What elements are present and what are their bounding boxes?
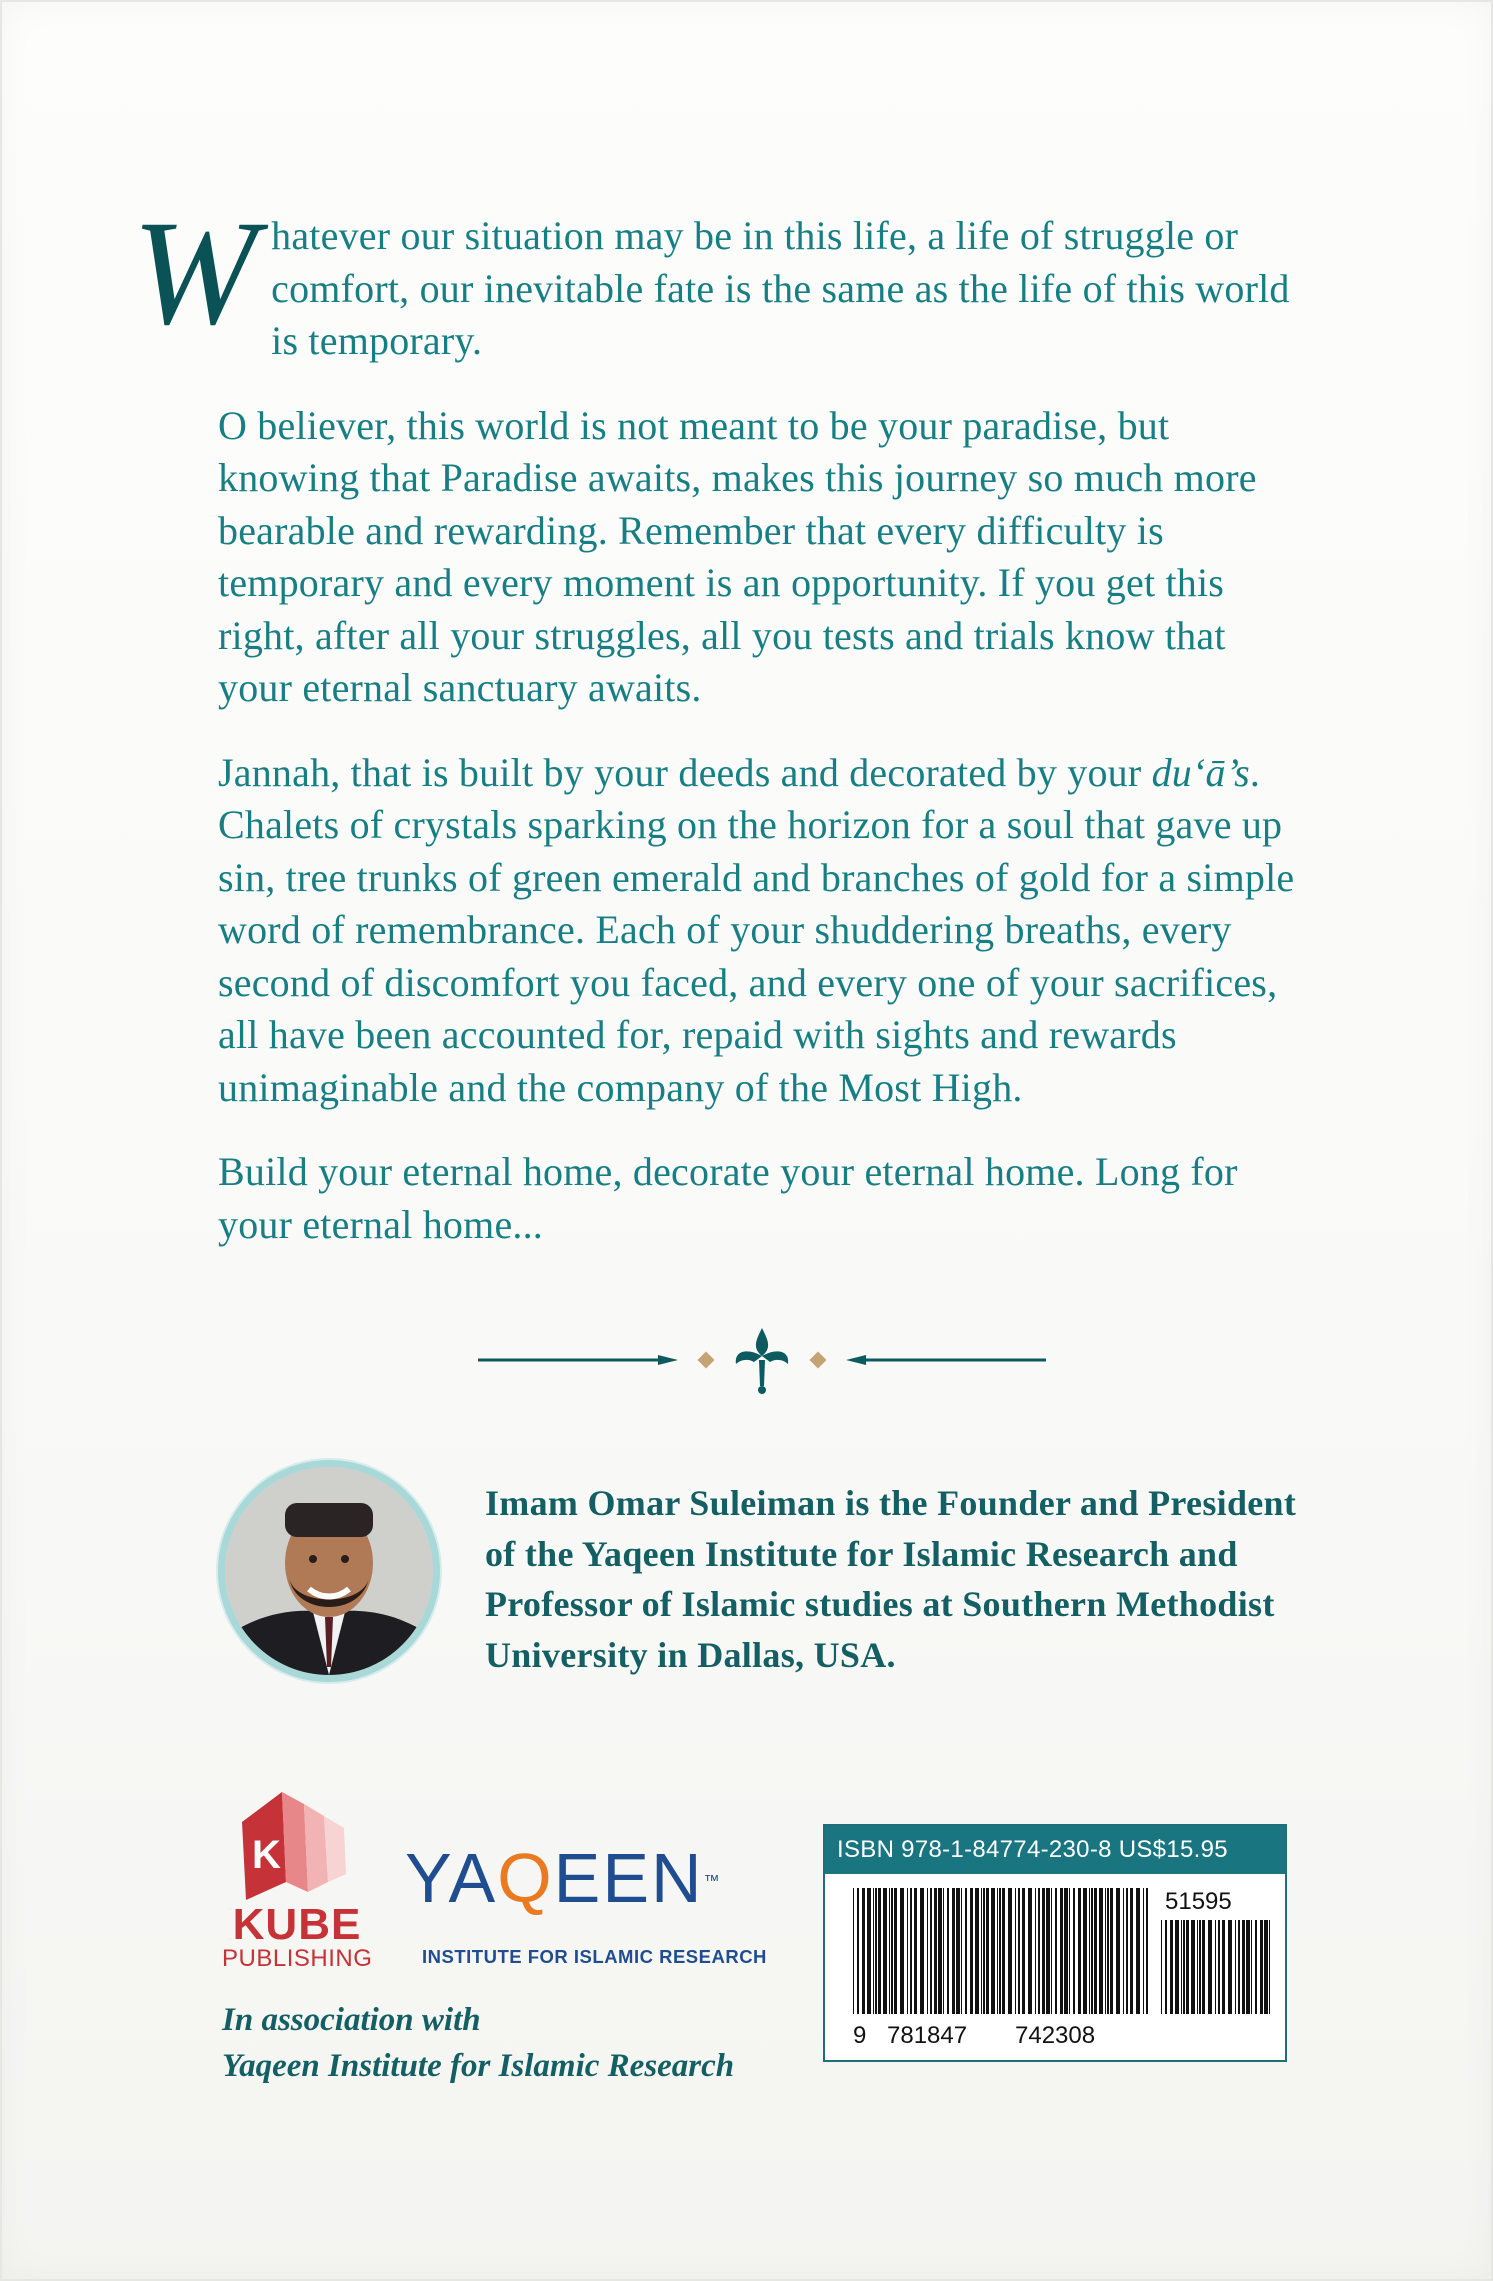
barcode-bar (1251, 1920, 1252, 2014)
yaqeen-logo-q: Q (497, 1839, 554, 1917)
barcode-bar (1175, 1920, 1179, 2014)
barcode-bar (965, 1888, 967, 2014)
barcode-bar (947, 1888, 949, 2014)
barcode-bar (875, 1888, 877, 2014)
barcode-bar (1099, 1888, 1103, 2014)
barcode-bar (1064, 1888, 1068, 2014)
barcode-bar (1073, 1888, 1075, 2014)
barcode-bar (920, 1888, 924, 2014)
barcode-bar (961, 1888, 962, 2014)
author-bio: Imam Omar Suleiman is the Founder and President of the Yaqeen Institute for Islamic Research and Professor of Islamic studies at Southern Methodist University in Dallas, USA. (485, 1483, 1297, 1675)
barcode-bar (1038, 1888, 1040, 2014)
barcode-bar (1197, 1920, 1198, 2014)
barcode-bar (1228, 1920, 1232, 2014)
barcode-bar (873, 1888, 874, 2014)
barcode-bar (1146, 1888, 1148, 2014)
isbn-price-header: ISBN 978-1-84774-230-8 US$15.95 (825, 1826, 1285, 1874)
barcode-bar (878, 1888, 881, 2014)
barcode-bar (1046, 1888, 1050, 2014)
barcode-bar (1116, 1888, 1120, 2014)
barcode-bar (952, 1888, 955, 2014)
barcode-bar (1260, 1920, 1263, 2014)
barcode-bar (975, 1888, 979, 2014)
barcode-bar (927, 1888, 928, 2014)
barcode-bar (1069, 1888, 1070, 2014)
barcode-bar (1002, 1888, 1005, 2014)
barcode-bar (1165, 1920, 1167, 2014)
barcode-bar (1199, 1920, 1201, 2014)
ean-barcode-bars (853, 1888, 1148, 2014)
barcode-bar (1170, 1920, 1173, 2014)
barcode-bar (1208, 1920, 1212, 2014)
drop-cap: W (132, 190, 258, 356)
barcode-bar (1222, 1920, 1225, 2014)
author-photo (218, 1460, 440, 1682)
barcode-bar (1136, 1888, 1140, 2014)
barcode-bar (1235, 1920, 1236, 2014)
barcode-bar (1202, 1920, 1205, 2014)
kube-logo-icon (222, 1782, 372, 1902)
barcode-bar (1269, 1920, 1270, 2014)
barcode-bar (1191, 1920, 1195, 2014)
barcode-bar (999, 1888, 1001, 2014)
barcode-bar (1238, 1920, 1240, 2014)
barcode-bar (910, 1888, 912, 2014)
barcode-bar (853, 1888, 854, 2014)
barcode-bar (857, 1888, 859, 2014)
barcode-bar (983, 1888, 985, 2014)
barcode-bar (894, 1888, 897, 2014)
barcode-bar (1083, 1888, 1087, 2014)
fleuron-divider (478, 1320, 1046, 1400)
paragraph-text: hatever our situation may be in this life, a life of struggle or comfort, our inevitable fate is the same as the life of this world is temporary. (271, 213, 1290, 363)
barcode-bar (907, 1888, 908, 2014)
yaqeen-logo (405, 1838, 775, 1918)
barcode-bar (1105, 1888, 1106, 2014)
barcode-bar (1022, 1888, 1025, 2014)
barcode-bar (1143, 1888, 1144, 2014)
isbn-barcode-box (823, 1824, 1287, 2062)
barcode-bar (1055, 1888, 1057, 2014)
barcode-bar (862, 1888, 865, 2014)
barcode-bar (1242, 1920, 1245, 2014)
kube-logo-subtitle: PUBLISHING (222, 1945, 373, 1972)
barcode-bar (867, 1888, 871, 2014)
barcode-bar (1181, 1920, 1182, 2014)
barcode-bar (1126, 1888, 1128, 2014)
italic-term: du‘ā’s (1151, 749, 1250, 795)
barcode-bar (1215, 1920, 1216, 2014)
association-line-2: Yaqeen Institute for Islamic Research (222, 2048, 735, 2084)
barcode-bar (889, 1888, 890, 2014)
barcode-bar (1123, 1888, 1124, 2014)
blurb-paragraph-3 (218, 747, 1308, 1115)
barcode-bar (1042, 1888, 1045, 2014)
barcode-bar (1051, 1888, 1052, 2014)
kube-logo-name: KUBE (232, 1900, 362, 1949)
barcode-bar (1255, 1920, 1257, 2014)
barcode-bar (1264, 1920, 1268, 2014)
barcode-bar (930, 1888, 932, 2014)
barcode-bar (1183, 1920, 1185, 2014)
barcode-bar (943, 1888, 944, 2014)
price-addon-code: 51595 (1165, 1888, 1232, 1915)
barcode-bar (956, 1888, 960, 2014)
barcode-first-digit: 9 (853, 2022, 867, 2049)
paragraph-text: Jannah, that is built by your deeds and decorated by your (218, 749, 1152, 795)
association-line-1: In association with (222, 2002, 481, 2038)
paragraph-text: . Chalets of crystals sparking on the horizon for a soul that gave up sin, tree trunks of green emerald and branches of gold for a simple word of remembrance. Each of your shuddering breaths, every second of discomfort you faced, and every one of your sacrifices, all have been accounted for, repaid with sights and rewards unimaginable and the company of the Most High. (218, 749, 1295, 1110)
yaqeen-logo-text-end: EEN (553, 1839, 704, 1917)
barcode-bar (1161, 1920, 1162, 2014)
price-addon-bars (1161, 1920, 1270, 2014)
barcode-bar (970, 1888, 973, 2014)
barcode-bar (1078, 1888, 1081, 2014)
barcode-digits-right: 742308 (1015, 2022, 1096, 2049)
blurb-paragraph-2: O believer, this world is not meant to be your paradise, but knowing that Paradise awaits, makes this journey so much more bearable and rewarding. Remember that every difficulty is temporary and every moment is an opportunity. If you get this right, after all your struggles, all you tests and trials know that your eternal sanctuary awaits. (218, 402, 1257, 710)
barcode-bar (1008, 1888, 1012, 2014)
barcode-bar (1015, 1888, 1016, 2014)
barcode-bar (1094, 1888, 1097, 2014)
barcode-bar (986, 1888, 989, 2014)
barcode-bar (1130, 1888, 1133, 2014)
barcode-bar (1218, 1920, 1220, 2014)
barcode-bar (1246, 1920, 1250, 2014)
barcode-bar (1018, 1888, 1020, 2014)
yaqeen-logo-subtitle: INSTITUTE FOR ISLAMIC RESEARCH (422, 1946, 767, 1967)
barcode-bar (883, 1888, 887, 2014)
trademark-symbol: ™ (703, 1873, 722, 1890)
barcode-bar (1091, 1888, 1093, 2014)
kube-logo-letter: K (252, 1833, 281, 1877)
barcode-bar (1035, 1888, 1036, 2014)
barcode-bar (934, 1888, 937, 2014)
yaqeen-logo-text: YA (405, 1839, 498, 1917)
barcode-bar (1089, 1888, 1090, 2014)
barcode-bar (1060, 1888, 1063, 2014)
barcode-bar (1028, 1888, 1032, 2014)
barcode-bar (900, 1888, 904, 2014)
author-portrait-image (225, 1467, 433, 1675)
barcode-bar (938, 1888, 942, 2014)
barcode-bar (891, 1888, 893, 2014)
association-note (222, 1997, 822, 2089)
blurb-paragraph-4: Build your eternal home, decorate your eternal home. Long for your eternal home... (218, 1149, 1238, 1247)
barcode-bar (914, 1888, 917, 2014)
barcode-bar (997, 1888, 998, 2014)
barcode-bar (991, 1888, 995, 2014)
blurb-paragraph-1 (132, 190, 1308, 368)
barcode-bar (1107, 1888, 1109, 2014)
barcode-bar (1110, 1888, 1113, 2014)
barcode-bar (981, 1888, 982, 2014)
barcode-digits-left: 781847 (887, 2022, 968, 2049)
barcode-bar (1186, 1920, 1189, 2014)
blurb-text (132, 190, 1308, 1283)
